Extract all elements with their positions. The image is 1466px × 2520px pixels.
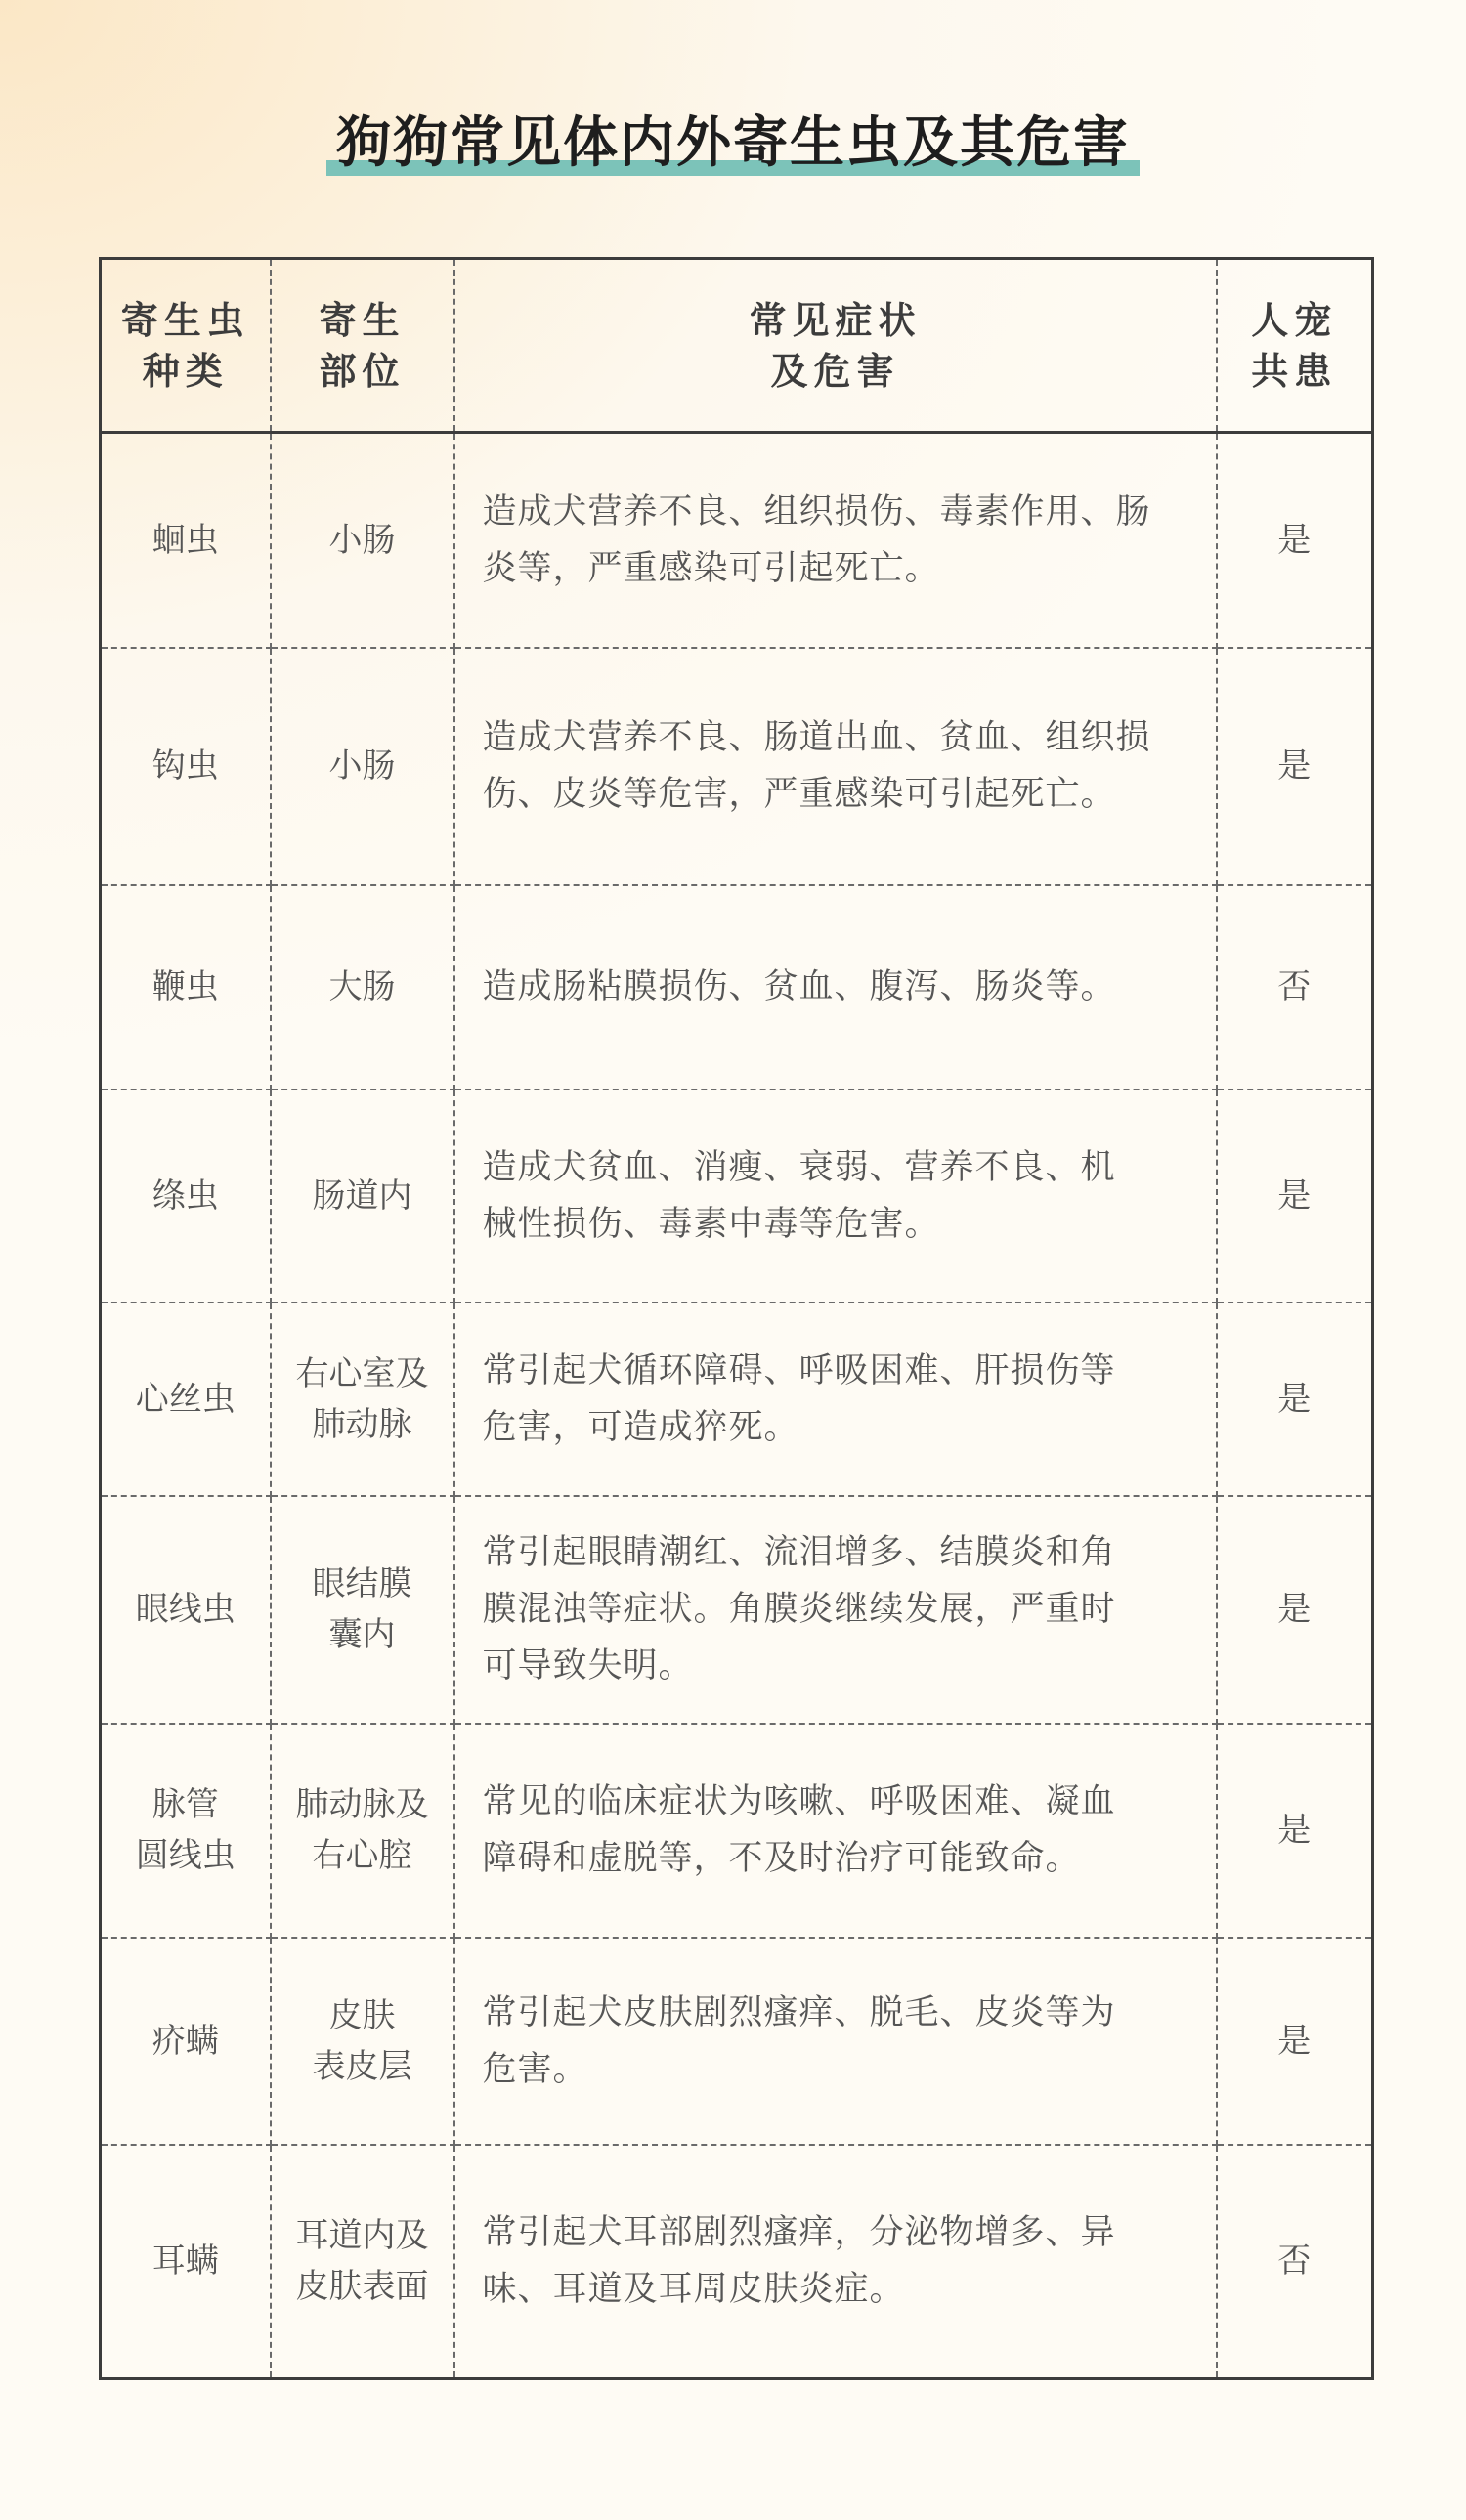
cell-symptoms bbox=[454, 1724, 1217, 1938]
cell-location-line: 右心室及 bbox=[295, 1353, 429, 1393]
table-row bbox=[101, 2145, 1373, 2379]
cell-location-line: 耳道内及 bbox=[295, 2216, 429, 2256]
cell-location bbox=[271, 648, 454, 885]
cell-location-line: 小肠 bbox=[328, 520, 396, 560]
cell-location bbox=[271, 433, 454, 648]
cell-type-line: 疥螨 bbox=[151, 2021, 219, 2061]
title-container bbox=[0, 109, 1466, 178]
cell-location bbox=[271, 1938, 454, 2145]
cell-zoonotic: 是 bbox=[1217, 1496, 1373, 1724]
cell-type-line: 脉管 bbox=[151, 1785, 219, 1824]
header-type bbox=[101, 259, 271, 433]
cell-symptoms bbox=[454, 2145, 1217, 2379]
cell-zoonotic: 是 bbox=[1217, 433, 1373, 648]
table-row bbox=[101, 1724, 1373, 1938]
cell-symptoms bbox=[454, 648, 1217, 885]
cell-location-line: 右心腔 bbox=[312, 1836, 412, 1875]
cell-symptoms-line: 危害。 bbox=[482, 2049, 588, 2089]
cell-type-line: 绦虫 bbox=[151, 1175, 219, 1216]
cell-symptoms-line: 可导致失明。 bbox=[482, 1646, 694, 1686]
cell-symptoms-line: 械性损伤、毒素中毒等危害。 bbox=[482, 1204, 940, 1244]
cell-location-line: 皮肤表面 bbox=[295, 2267, 429, 2307]
cell-type-line: 耳螨 bbox=[151, 2242, 219, 2282]
cell-symptoms bbox=[454, 885, 1217, 1089]
cell-symptoms-line: 造成犬营养不良、肠道出血、贫血、组织损 bbox=[482, 718, 1151, 757]
cell-location bbox=[271, 1089, 454, 1303]
cell-type bbox=[101, 1724, 271, 1938]
header-location bbox=[271, 259, 454, 433]
cell-type bbox=[101, 648, 271, 885]
cell-zoonotic: 是 bbox=[1217, 1724, 1373, 1938]
table-row bbox=[101, 1496, 1373, 1724]
cell-zoonotic: 否 bbox=[1217, 885, 1373, 1089]
cell-symptoms-line: 造成犬营养不良、组织损伤、毒素作用、肠 bbox=[482, 491, 1151, 532]
cell-location-line: 表皮层 bbox=[312, 2046, 412, 2086]
cell-symptoms-line: 造成犬贫血、消瘦、衰弱、营养不良、机 bbox=[482, 1147, 1116, 1187]
table-row bbox=[101, 885, 1373, 1089]
cell-type-line: 心丝虫 bbox=[135, 1379, 236, 1419]
header-symptoms-line: 及危害 bbox=[770, 349, 900, 393]
cell-location-line: 囊内 bbox=[328, 1615, 396, 1654]
header-zoonotic-line: 共患 bbox=[1251, 349, 1338, 393]
cell-location bbox=[271, 1303, 454, 1496]
table-header-row bbox=[101, 259, 1373, 433]
cell-type bbox=[101, 1496, 271, 1724]
cell-symptoms-line: 常见的临床症状为咳嗽、呼吸困难、凝血 bbox=[482, 1782, 1116, 1821]
cell-zoonotic: 否 bbox=[1217, 2145, 1373, 2379]
cell-location-line: 肺动脉及 bbox=[295, 1785, 429, 1824]
cell-zoonotic: 是 bbox=[1217, 1089, 1373, 1303]
cell-type bbox=[101, 1938, 271, 2145]
cell-location-line: 大肠 bbox=[328, 967, 396, 1006]
page-title-text: 狗狗常见体内外寄生虫及其危害 bbox=[336, 111, 1130, 175]
cell-type bbox=[101, 1089, 271, 1303]
cell-type-line: 眼线虫 bbox=[135, 1590, 236, 1629]
cell-location-line: 皮肤 bbox=[328, 1995, 396, 2035]
cell-symptoms bbox=[454, 1089, 1217, 1303]
cell-symptoms bbox=[454, 1496, 1217, 1724]
cell-symptoms-line: 常引起犬循环障碍、呼吸困难、肝损伤等 bbox=[482, 1350, 1116, 1390]
cell-symptoms-line: 造成肠粘膜损伤、贫血、腹泻、肠炎等。 bbox=[482, 967, 1116, 1006]
cell-location-line: 肺动脉 bbox=[312, 1404, 412, 1444]
header-symptoms bbox=[454, 259, 1217, 433]
cell-symptoms-line: 伤、皮炎等危害，严重感染可引起死亡。 bbox=[482, 775, 1116, 814]
cell-symptoms bbox=[454, 1938, 1217, 2145]
table-row bbox=[101, 1938, 1373, 2145]
cell-type-line: 圆线虫 bbox=[135, 1836, 236, 1875]
cell-type bbox=[101, 2145, 271, 2379]
page-title bbox=[326, 109, 1140, 178]
cell-symptoms-line: 味、耳道及耳周皮肤炎症。 bbox=[482, 2270, 905, 2310]
cell-location-line: 肠道内 bbox=[312, 1175, 412, 1216]
parasite-table bbox=[99, 257, 1374, 2380]
cell-location bbox=[271, 885, 454, 1089]
header-zoonotic bbox=[1217, 259, 1373, 433]
cell-symptoms-line: 障碍和虚脱等，不及时治疗可能致命。 bbox=[482, 1839, 1081, 1878]
cell-type bbox=[101, 885, 271, 1089]
cell-symptoms bbox=[454, 1303, 1217, 1496]
cell-type-line: 蛔虫 bbox=[151, 520, 219, 560]
table-row bbox=[101, 1303, 1373, 1496]
cell-location bbox=[271, 2145, 454, 2379]
cell-symptoms bbox=[454, 433, 1217, 648]
cell-symptoms-line: 膜混浊等症状。角膜炎继续发展，严重时 bbox=[482, 1590, 1116, 1629]
header-location-line: 寄生 bbox=[319, 298, 406, 342]
header-zoonotic-line: 人宠 bbox=[1251, 298, 1338, 342]
cell-location bbox=[271, 1724, 454, 1938]
table-row bbox=[101, 648, 1373, 885]
cell-type-line: 钩虫 bbox=[151, 747, 219, 786]
cell-location-line: 小肠 bbox=[328, 747, 396, 786]
cell-symptoms-line: 常引起犬皮肤剧烈瘙痒、脱毛、皮炎等为 bbox=[482, 1992, 1116, 2032]
cell-symptoms-line: 炎等，严重感染可引起死亡。 bbox=[482, 548, 940, 588]
table-row bbox=[101, 1089, 1373, 1303]
cell-zoonotic: 是 bbox=[1217, 1303, 1373, 1496]
cell-location bbox=[271, 1496, 454, 1724]
header-location-line: 部位 bbox=[319, 349, 406, 393]
cell-location-line: 眼结膜 bbox=[312, 1564, 412, 1603]
header-type-line: 寄生虫 bbox=[120, 298, 250, 342]
table-row bbox=[101, 433, 1373, 648]
cell-symptoms-line: 常引起眼睛潮红、流泪增多、结膜炎和角 bbox=[482, 1533, 1116, 1572]
cell-zoonotic: 是 bbox=[1217, 1938, 1373, 2145]
cell-type bbox=[101, 1303, 271, 1496]
cell-zoonotic: 是 bbox=[1217, 648, 1373, 885]
cell-type-line: 鞭虫 bbox=[151, 967, 219, 1006]
cell-symptoms-line: 危害，可造成猝死。 bbox=[482, 1407, 799, 1447]
cell-type bbox=[101, 433, 271, 648]
header-type-line: 种类 bbox=[142, 349, 229, 393]
header-symptoms-line: 常见症状 bbox=[749, 298, 922, 342]
cell-symptoms-line: 常引起犬耳部剧烈瘙痒，分泌物增多、异 bbox=[482, 2213, 1116, 2253]
